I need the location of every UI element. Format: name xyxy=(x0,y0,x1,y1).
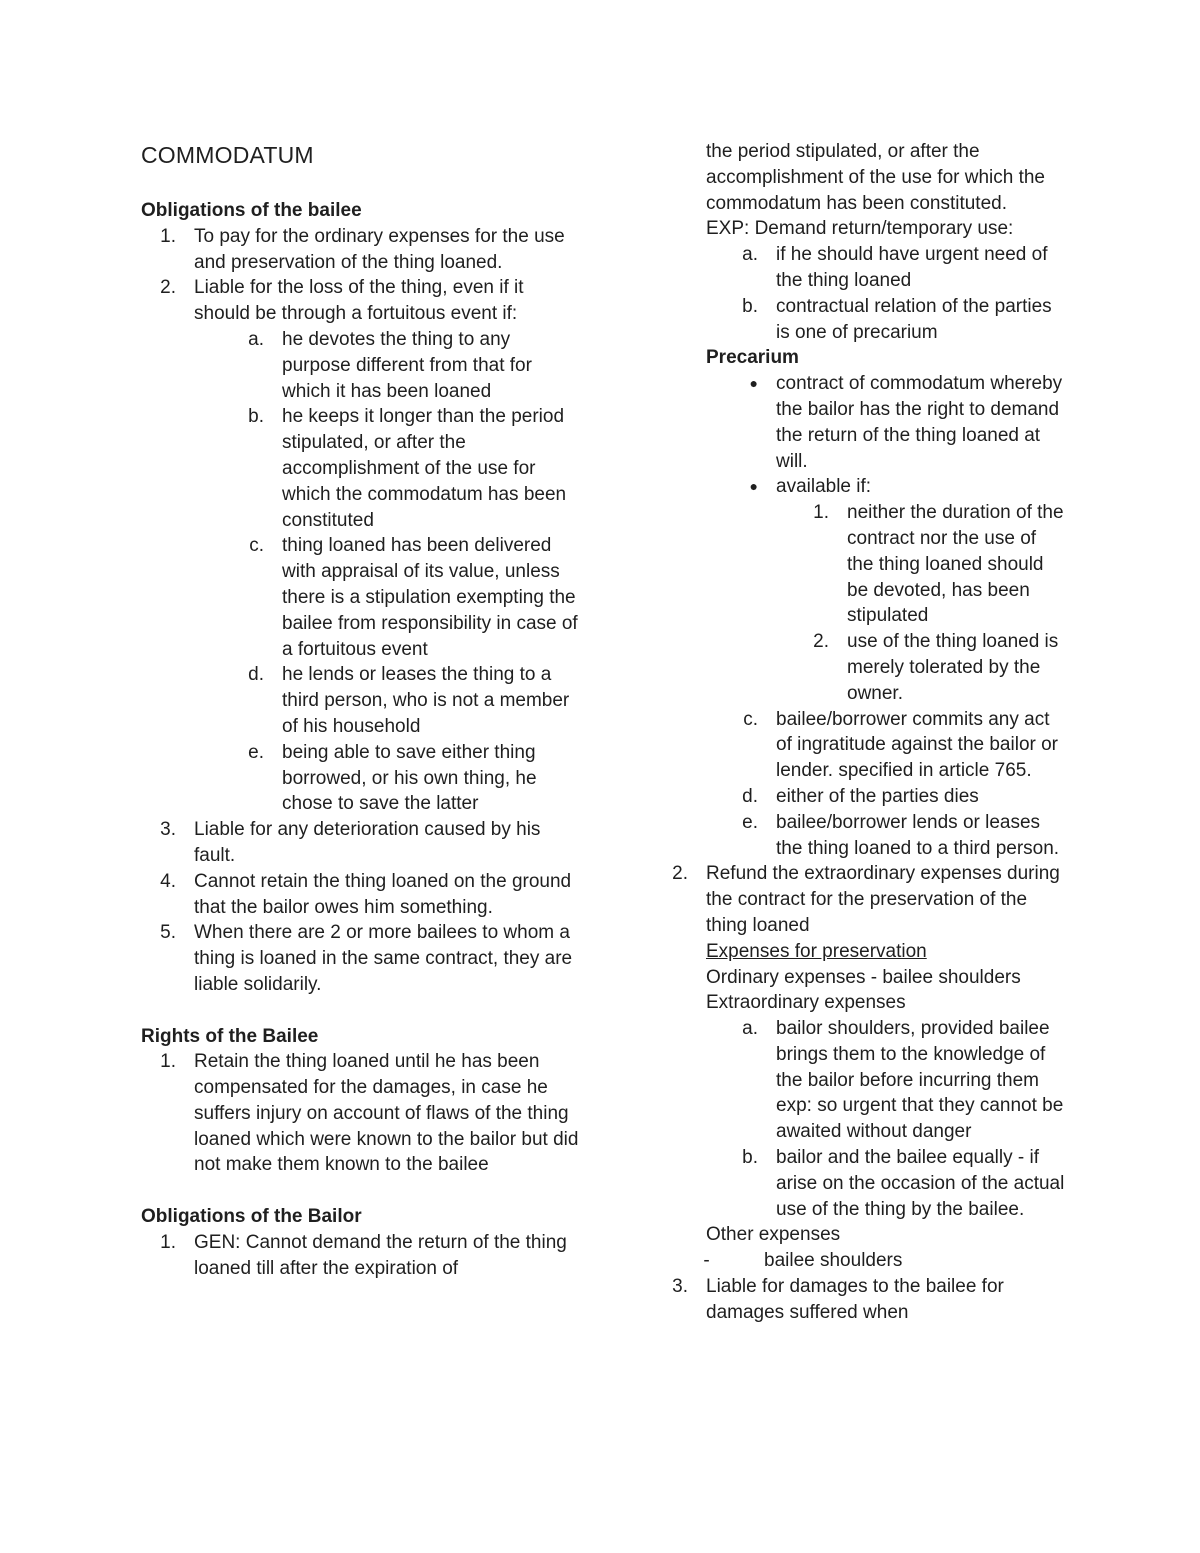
bailee-rights-heading: Rights of the Bailee xyxy=(141,1025,319,1047)
document-title: COMMODATUM xyxy=(141,142,314,168)
sub-list-item: a. if he should have urgent need of the thing loaned xyxy=(742,244,1048,291)
bullet-item: ● contract of commodatum whereby the bailor has the right to demand the return of the thing loaned at will. xyxy=(667,371,1067,474)
exception-text: EXP: Demand return/temporary use: xyxy=(706,218,1014,240)
expenses-heading: Expenses for preservation xyxy=(706,940,927,962)
sub-list-item: c. bailee/borrower commits any act of ingratitude against the bailor or lender. specified in article 765. xyxy=(743,708,1059,782)
precarium-heading: Precarium xyxy=(706,347,799,369)
bullet-icon: ● xyxy=(749,478,758,495)
list-item: 1. To pay for the ordinary expenses for the use and preservation of the thing loaned. xyxy=(160,225,565,273)
nested-list-item: 1. neither the duration of the contract nor the use of the thing loaned should be devoted, has been stipulated xyxy=(813,502,1064,627)
bullet-item: ● available if: xyxy=(667,474,1067,500)
list-item: 3. Liable for damages to the bailee for damages suffered when xyxy=(672,1276,1004,1323)
other-expenses-text: Other expenses xyxy=(706,1224,841,1246)
sub-list-item: b. contractual relation of the parties is one of precarium xyxy=(742,295,1052,343)
sub-list-item: e. being able to save either thing borrowed, or his own thing, he chose to save the latter xyxy=(248,741,537,815)
bailee-obligations-heading: Obligations of the bailee xyxy=(141,200,362,221)
sub-list-item: b. he keeps it longer than the period stipulated, or after the accomplishment of the use for which the commodatum has been constituted xyxy=(248,406,567,531)
extraordinary-expenses-text: Extraordinary expenses xyxy=(706,992,906,1014)
sub-list-item: d. he lends or leases the thing to a third person, who is not a member of his household xyxy=(248,664,570,737)
bullet-icon: ● xyxy=(749,375,758,392)
list-item: 4. Cannot retain the thing loaned on the ground that the bailor owes him something. xyxy=(160,870,572,918)
sub-list-item: d. either of the parties dies xyxy=(742,785,979,807)
list-item: 1. Retain the thing loaned until he has been compensated for the damages, in case he suffers injury on account of flaws of the thing loaned which were known to the bailor but did not make them known to the bailee xyxy=(160,1051,579,1176)
ordinary-expenses-text: Ordinary expenses - bailee shoulders xyxy=(706,966,1021,988)
sub-list-item: a. he devotes the thing to any purpose different from that for which it has been loaned xyxy=(248,328,532,402)
list-item: 3. Liable for any deterioration caused by his fault. xyxy=(160,819,541,866)
right-column xyxy=(667,139,1067,1326)
sub-list-item: c. thing loaned has been delivered with appraisal of its value, unless there is a stipulation exempting the bailee from responsibility in case of a fortuitous event xyxy=(249,535,578,660)
continuation-text: the period stipulated, or after the accomplishment of the use for which the commodatum has been constituted. xyxy=(706,141,1046,214)
list-item: 5. When there are 2 or more bailees to whom a thing is loaned in the same contract, they are liable solidarily. xyxy=(160,922,573,995)
list-item: 1. GEN: Cannot demand the return of the thing loaned till after the expiration of xyxy=(160,1231,567,1279)
sub-list-item: e. bailee/borrower lends or leases the thing loaned to a third person. xyxy=(742,811,1060,859)
dash-item: - bailee shoulders xyxy=(703,1250,903,1272)
sub-list-item: b. bailor and the bailee equally - if arise on the occasion of the actual use of the thing by the bailee. xyxy=(742,1147,1065,1220)
bailor-obligations-heading: Obligations of the Bailor xyxy=(141,1206,362,1228)
spacer xyxy=(141,1178,581,1204)
list-item: 2. Refund the extraordinary expenses during the contract for the preservation of the thing loaned xyxy=(672,863,1060,936)
list-item: 2. Liable for the loss of the thing, even if it should be through a fortuitous event if: xyxy=(160,277,524,325)
nested-list-item: 2. use of the thing loaned is merely tolerated by the owner. xyxy=(813,631,1059,704)
sub-list-item: a. bailor shoulders, provided bailee brings them to the knowledge of the bailor before incurring them exp: so urgent that they cannot be awaited without danger xyxy=(742,1018,1064,1143)
spacer xyxy=(141,998,581,1024)
left-column xyxy=(141,140,581,1281)
